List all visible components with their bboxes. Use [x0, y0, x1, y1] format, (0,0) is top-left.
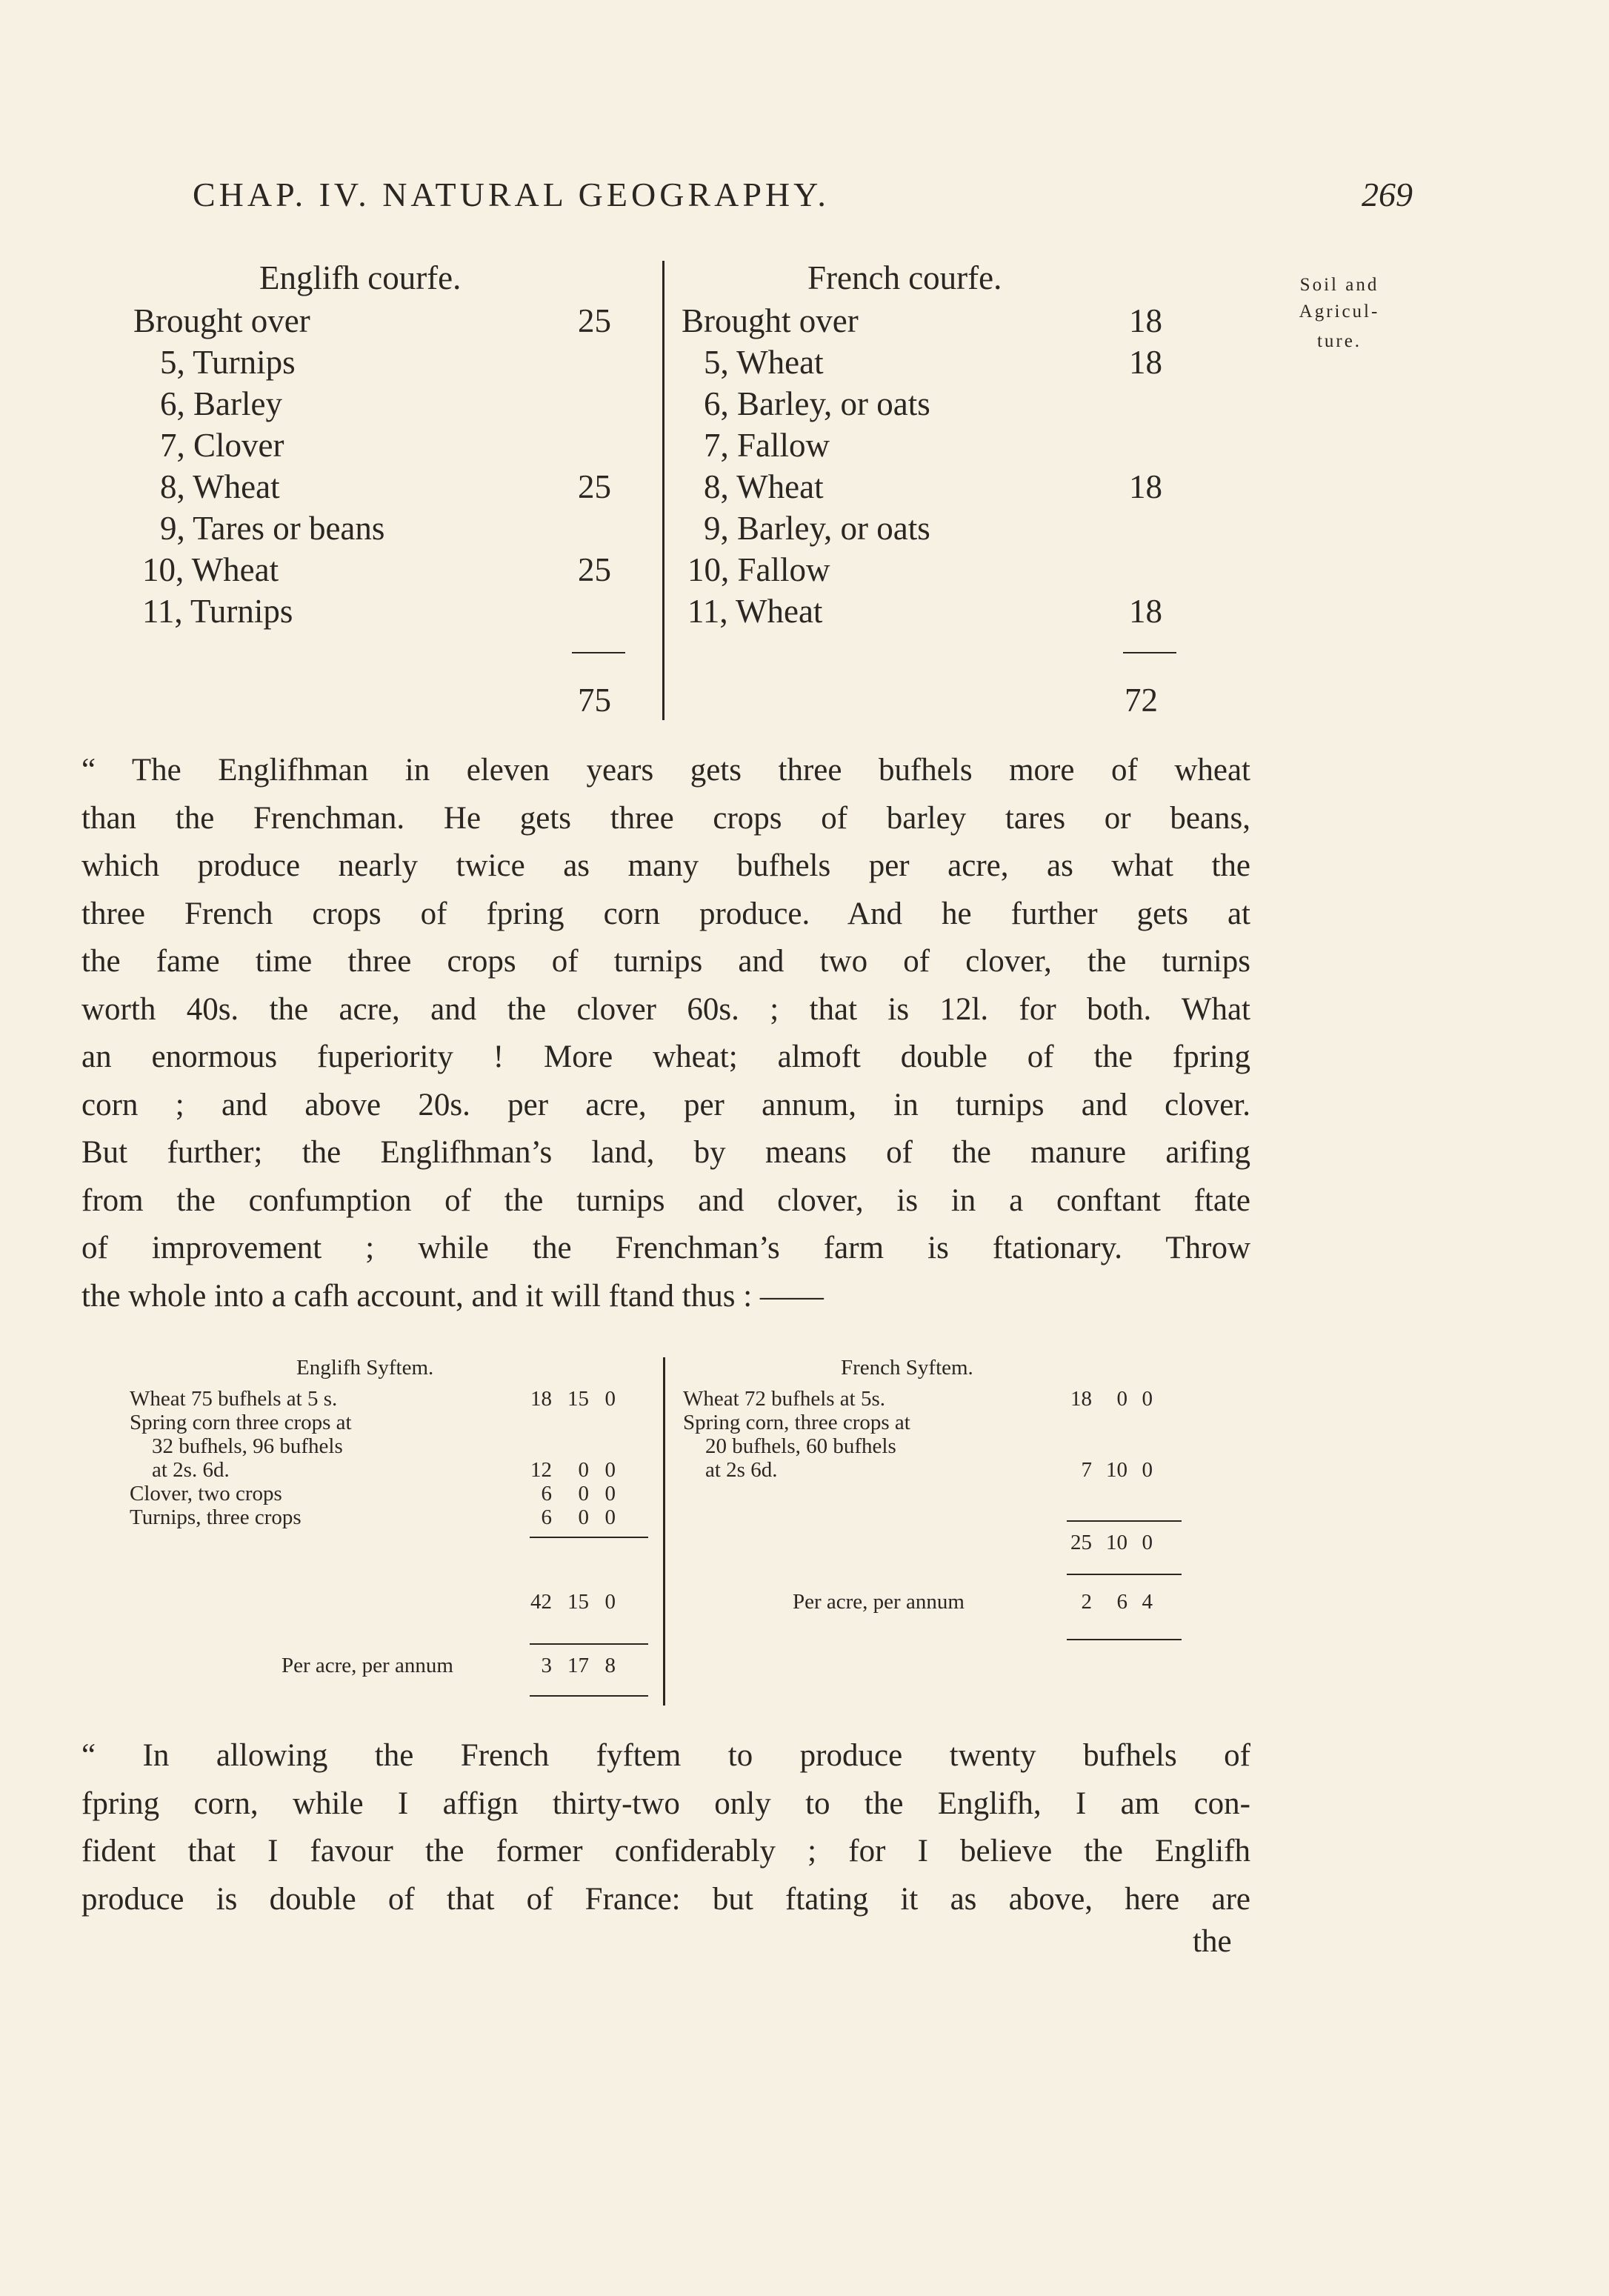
table-row: 9, Barley, or oats: [704, 510, 930, 547]
english-per-acre-label: Per acre, per annum: [282, 1654, 453, 1677]
table-row: at 2s 6d. 7 10 0: [705, 1458, 1153, 1482]
english-system-heading: Englifh Syftem.: [296, 1356, 434, 1380]
french-course-rows: [682, 300, 1215, 632]
paragraph-line: than the Frenchman. He gets three crops of barley tares or beans,: [81, 800, 1250, 836]
english-per-acre-rule: [530, 1695, 648, 1697]
french-course-heading: French courfe.: [807, 259, 1002, 296]
paragraph-line: from the confumption of the turnips and clover, is in a conftant ftate: [81, 1182, 1250, 1218]
table-row: 5, Turnips: [160, 344, 296, 381]
english-course-heading: Englifh courfe.: [259, 259, 462, 296]
table-row: Spring corn, three crops at: [683, 1411, 910, 1434]
paragraph-line: “ The Englifhman in eleven years gets three bufhels more of wheat: [81, 753, 1250, 788]
paragraph-1: [81, 747, 1250, 1320]
french-system-total: 25 10 0: [1070, 1531, 1153, 1554]
paragraph-line: of improvement ; while the Frenchman’s farm is ftationary. Throw: [81, 1231, 1250, 1265]
french-system-rows: [683, 1387, 1216, 1482]
table-row: 11, Wheat 18: [687, 593, 1162, 630]
french-per-acre-rule: [1067, 1639, 1182, 1640]
paragraph-line: “ In allowing the French fyftem to produce twenty bufhels of: [81, 1738, 1250, 1773]
french-total-rule: [1067, 1574, 1182, 1575]
catchword: the: [1193, 1924, 1232, 1959]
paragraph-line: the whole into a cafh account, and it will ftand thus : ——: [81, 1278, 824, 1314]
table-row: 8, Wheat 25: [160, 468, 611, 505]
table-row: Brought over 18: [682, 302, 1162, 339]
margin-note-line-2: Agricul-: [1299, 302, 1380, 322]
english-per-acre-value: 3 17 8: [541, 1654, 616, 1677]
table-row: 8, Wheat 18: [704, 468, 1162, 505]
table-row: Wheat 72 bufhels at 5s. 18 0 0: [683, 1387, 1153, 1411]
table-row: 9, Tares or beans: [160, 510, 385, 547]
table-row: 5, Wheat 18: [704, 344, 1162, 381]
table-row: Brought over 25: [133, 302, 611, 339]
table-row: Spring corn three crops at: [130, 1411, 352, 1434]
french-sum-rule: [1123, 652, 1176, 653]
paragraph-line: corn ; and above 20s. per acre, per annum, in turnips and clover.: [81, 1087, 1250, 1122]
english-subtotal-rule: [530, 1537, 648, 1538]
table-row: 32 bufhels, 96 bufhels: [152, 1434, 343, 1458]
margin-note-line-3: ture.: [1316, 331, 1362, 351]
french-per-acre-value: 2 6 4: [1081, 1590, 1153, 1614]
table-row: 20 bufhels, 60 bufhels: [705, 1434, 896, 1458]
english-sum-rule: [572, 652, 625, 653]
column-divider: [662, 261, 664, 720]
table-row: Turnips, three crops 6 0 0: [130, 1505, 616, 1529]
english-total-rule: [530, 1643, 648, 1645]
paragraph-line: fpring corn, while I affign thirty-two only to the Englifh, I am con-: [81, 1786, 1250, 1821]
french-course-total: 72: [1125, 682, 1158, 719]
paragraph-line: an enormous fuperiority ! More wheat; almoft double of the fpring: [81, 1039, 1250, 1074]
english-course-rows: [133, 300, 652, 632]
table-row: at 2s. 6d. 12 0 0: [152, 1458, 616, 1482]
page-number: 269: [1362, 176, 1413, 213]
table-row: 7, Clover: [160, 427, 284, 464]
table-row: 10, Wheat 25: [142, 551, 611, 588]
english-course-total: 75: [578, 682, 611, 719]
table-row: 6, Barley: [160, 385, 282, 422]
margin-note-line-1: Soil and: [1299, 275, 1379, 295]
table-row: Wheat 75 bufhels at 5 s. 18 15 0: [130, 1387, 616, 1411]
column-divider: [663, 1357, 665, 1706]
paragraph-line: But further; the Englifhman’s land, by means of the manure arifing: [81, 1135, 1250, 1170]
table-row: 7, Fallow: [704, 427, 830, 464]
table-row: Clover, two crops 6 0 0: [130, 1482, 616, 1505]
french-system-heading: French Syftem.: [841, 1356, 973, 1380]
table-row: 11, Turnips: [142, 593, 293, 630]
english-system-rows: [130, 1387, 663, 1529]
table-row: 6, Barley, or oats: [704, 385, 930, 422]
paragraph-2: [81, 1732, 1250, 1923]
paragraph-line: fident that I favour the former confiderably ; for I believe the Englifh: [81, 1834, 1250, 1869]
paragraph-line: which produce nearly twice as many bufhels per acre, as what the: [81, 848, 1250, 883]
running-title: CHAP. IV. NATURAL GEOGRAPHY.: [193, 176, 830, 213]
paragraph-line: the fame time three crops of turnips and two of clover, the turnips: [81, 944, 1250, 979]
paragraph-line: produce is double of that of France: but ftating it as above, here are: [81, 1881, 1250, 1917]
french-subtotal-rule: [1067, 1520, 1182, 1522]
paragraph-line: three French crops of fpring corn produce. And he further gets at: [81, 896, 1250, 931]
french-per-acre-label: Per acre, per annum: [793, 1590, 965, 1614]
paragraph-line: worth 40s. the acre, and the clover 60s. ; that is 12l. for both. What: [81, 991, 1250, 1027]
english-system-total: 42 15 0: [530, 1590, 616, 1614]
table-row: 10, Fallow: [687, 551, 830, 588]
